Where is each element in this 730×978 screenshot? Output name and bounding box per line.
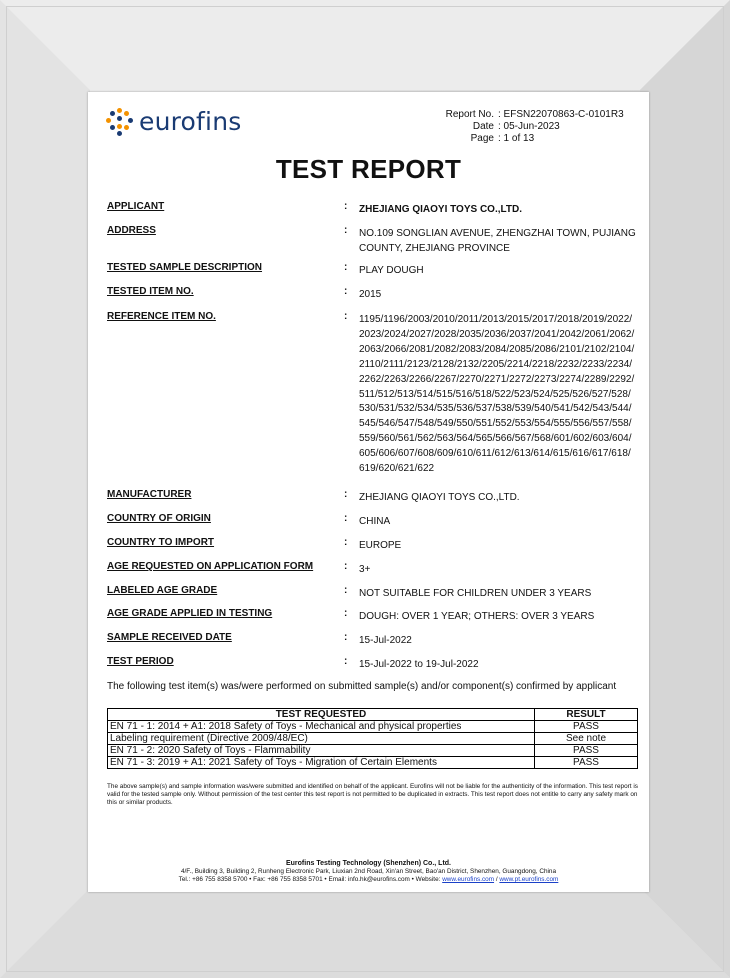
field-value: 15-Jul-2022: [359, 635, 412, 646]
reference-line: 559/560/561/562/563/564/565/566/567/568/601/602/603/604/: [359, 433, 632, 445]
colon: :: [344, 225, 348, 236]
field-value: 2015: [359, 289, 382, 300]
meta-label: Page: [470, 133, 494, 144]
meta-value: : EFSN22070863-C-0101R3: [498, 109, 624, 120]
reference-line: 2063/2066/2081/2082/2083/2084/2085/2086/2101/2102/2104/: [359, 343, 635, 355]
page-footer: [88, 860, 649, 885]
meta-date: [440, 121, 624, 133]
footer-contact-text: Tel.: +86 755 8358 5700 • Fax: +86 755 8358 5701 • Email: info.hk@eurofins.com • Website:: [178, 876, 443, 884]
field-value: ZHEJIANG QIAOYI TOYS CO.,LTD.: [359, 492, 520, 503]
field-label: COUNTRY OF ORIGIN: [107, 513, 211, 524]
field-label: TESTED SAMPLE DESCRIPTION: [107, 262, 263, 273]
test-cell: Labeling requirement (Directive 2009/48/EC): [108, 733, 535, 745]
field-value: NO.109 SONGLIAN AVENUE, ZHENGZHAI TOWN, PUJIANG COUNTY, ZHEJIANG PROVINCE: [359, 228, 636, 254]
footer-contact: [88, 876, 649, 884]
disclaimer-text: The above sample(s) and sample information was/were submitted and identified on behalf of the applicant. Eurofins will not be liable for the authenticity of the information. This test report is valid for the tested sample only. Without permission of the test center this test report is not permitted to be duplicated in extracts. This test report does not entitle to carry any safety mark on this or similar products.: [107, 783, 638, 806]
page-title: TEST REPORT: [275, 154, 462, 184]
colon: :: [344, 311, 348, 322]
website-link-pt[interactable]: www.pt.eurofins.com: [499, 876, 559, 884]
table-row: [108, 757, 638, 769]
field-value: 15-Jul-2022 to 19-Jul-2022: [359, 659, 479, 670]
result-cell: PASS: [535, 757, 638, 769]
test-intro-text: The following test item(s) was/were performed on submitted sample(s) and/or component(s) confirmed by applicant: [107, 681, 617, 692]
field-label: TESTED ITEM NO.: [107, 286, 194, 297]
table-row: [108, 733, 638, 745]
colon: :: [344, 489, 348, 500]
field-label: APPLICANT: [107, 201, 165, 212]
report-page: [88, 92, 649, 892]
field-value: EUROPE: [359, 540, 402, 551]
result-cell: See note: [535, 733, 638, 745]
field-value: DOUGH: OVER 1 YEAR; OTHERS: OVER 3 YEARS: [359, 611, 595, 622]
colon: :: [344, 632, 348, 643]
table-header-row: [108, 709, 638, 721]
meta-report-no: [440, 109, 624, 121]
test-cell: EN 71 - 3: 2019 + A1: 2021 Safety of Toys - Migration of Certain Elements: [108, 757, 535, 769]
meta-label: Date: [472, 121, 494, 132]
column-header: TEST REQUESTED: [108, 709, 535, 721]
meta-label: Report No.: [445, 109, 494, 120]
reference-line: 619/620/621/622: [359, 463, 435, 475]
field-label: SAMPLE RECEIVED DATE: [107, 632, 232, 643]
table-row: [108, 745, 638, 757]
reference-line: 2023/2024/2027/2028/2035/2036/2037/2041/2042/2061/2062/: [359, 328, 635, 340]
reference-line: 1195/1196/2003/2010/2011/2013/2015/2017/2018/2019/2022/: [359, 314, 633, 325]
results-table: [107, 708, 638, 769]
colon: :: [344, 656, 348, 667]
reference-line: 545/546/547/548/549/550/551/552/553/554/555/556/557/558/: [359, 418, 632, 430]
report-meta: [440, 109, 624, 145]
reference-line: 605/606/607/608/609/610/611/612/613/614/615/616/617/618/: [359, 448, 631, 460]
reference-line: 2110/2111/2123/2128/2132/2205/2214/2218/2232/2233/2234/: [359, 358, 633, 370]
colon: :: [344, 201, 348, 212]
reference-line: 530/531/532/534/535/536/537/538/539/540/541/542/543/544/: [359, 403, 632, 415]
result-cell: PASS: [535, 721, 638, 733]
field-value: NOT SUITABLE FOR CHILDREN UNDER 3 YEARS: [359, 588, 592, 599]
meta-value: : 1 of 13: [498, 133, 535, 144]
field-label: TEST PERIOD: [107, 656, 174, 667]
field-value: CHINA: [359, 516, 391, 527]
reference-line: 2262/2263/2266/2267/2270/2271/2272/2273/2274/2289/2292/: [359, 373, 635, 385]
field-label: AGE GRADE APPLIED IN TESTING: [107, 608, 273, 619]
colon: :: [344, 608, 348, 619]
link-separator: /: [494, 876, 500, 884]
test-cell: EN 71 - 1: 2014 + A1: 2018 Safety of Toys - Mechanical and physical properties: [108, 721, 535, 733]
field-value: 3+: [359, 564, 371, 575]
field-value: ZHEJIANG QIAOYI TOYS CO.,LTD.: [359, 204, 522, 215]
colon: :: [344, 585, 348, 596]
field-value: [359, 313, 651, 477]
website-link[interactable]: www.eurofins.com: [442, 876, 495, 884]
eurofins-logo: [106, 107, 241, 136]
reference-line: 511/512/513/514/515/516/518/522/523/524/525/526/527/528/: [359, 388, 631, 400]
field-label: MANUFACTURER: [107, 489, 192, 500]
table-row: [108, 721, 638, 733]
footer-address: 4/F., Building 3, Building 2, Runheng Electronic Park, Liuxian 2nd Road, Xin'an Street, Bao'an District, Shenzhen, Guangdong, China: [180, 868, 557, 876]
field-value: PLAY DOUGH: [359, 265, 424, 276]
colon: :: [344, 286, 348, 297]
field-label: ADDRESS: [107, 225, 156, 236]
field-label: LABELED AGE GRADE: [107, 585, 218, 596]
field-label: REFERENCE ITEM NO.: [107, 311, 216, 322]
eurofins-dots-icon: [106, 108, 134, 136]
colon: :: [344, 262, 348, 273]
colon: :: [344, 561, 348, 572]
field-label: COUNTRY TO IMPORT: [107, 537, 215, 548]
column-header: RESULT: [535, 709, 638, 721]
colon: :: [344, 537, 348, 548]
test-cell: EN 71 - 2: 2020 Safety of Toys - Flammability: [108, 745, 535, 757]
meta-page: [440, 133, 624, 145]
colon: :: [344, 513, 348, 524]
footer-company: Eurofins Testing Technology (Shenzhen) Co., Ltd.: [285, 860, 451, 867]
meta-value: : 05-Jun-2023: [498, 121, 560, 132]
result-cell: PASS: [535, 745, 638, 757]
field-label: AGE REQUESTED ON APPLICATION FORM: [107, 561, 314, 572]
brand-name: eurofins: [139, 107, 242, 136]
